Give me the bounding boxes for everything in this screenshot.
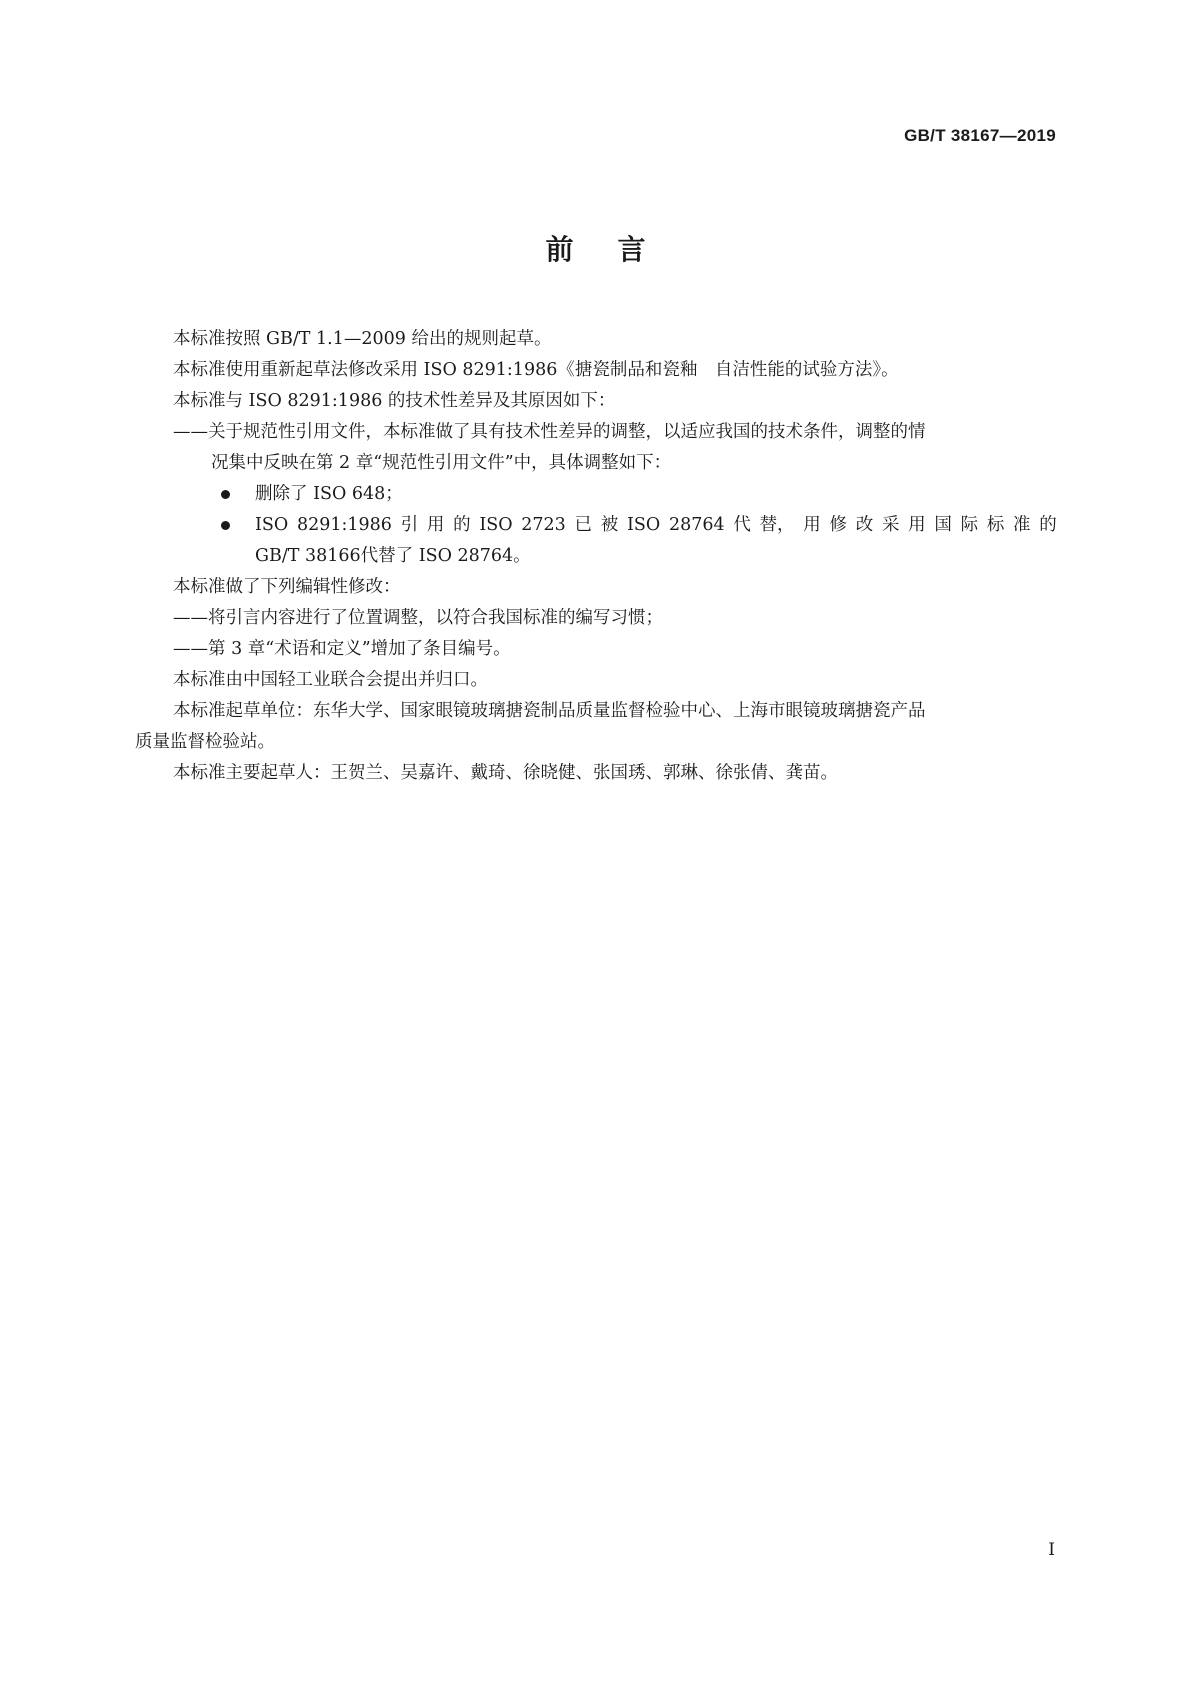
bullet-word: 引 <box>400 515 419 535</box>
bullet-icon <box>221 490 230 499</box>
bullet-word: 改 <box>855 515 874 535</box>
page-number: I <box>1048 1540 1055 1560</box>
bullet-word: 标 <box>986 515 1005 535</box>
foreword-body <box>135 324 1057 789</box>
bullet-word: 际 <box>960 515 979 535</box>
page-title: 前言 <box>545 233 690 266</box>
bullet-word: ISO <box>479 515 513 535</box>
bullet-word: 已 <box>574 515 593 535</box>
bullet-item-replace-iso28764 <box>135 510 1057 541</box>
bullet-word: 2723 <box>521 515 566 535</box>
paragraph-drafting-units-cont: 质量监督检验站。 <box>135 732 275 752</box>
bullet-text: 删除了 ISO 648； <box>255 484 403 504</box>
dash-item-term-numbering: ——第 3 章“术语和定义”增加了条目编号。 <box>173 639 511 659</box>
bullet-text-justified <box>255 510 1057 541</box>
dash-item-introduction-moved: ——将引言内容进行了位置调整，以符合我国标准的编写习惯； <box>173 608 663 628</box>
bullet-word: 用 <box>908 515 926 535</box>
bullet-word: 准 <box>1013 515 1031 535</box>
bullet-icon <box>221 521 230 530</box>
dash-item-normative-refs-cont: 况集中反映在第 2 章“规范性引用文件”中，具体调整如下： <box>211 453 672 473</box>
bullet-word: 替， <box>759 515 795 535</box>
paragraph-drafting-units: 本标准起草单位：东华大学、国家眼镜玻璃搪瓷制品质量监督检验中心、上海市眼镜玻璃搪瓷产品 <box>173 701 926 721</box>
paragraph-drafting-rules: 本标准按照 GB/T 1.1—2009 给出的规则起草。 <box>173 329 552 349</box>
bullet-word: 采 <box>881 515 900 535</box>
bullet-word: 用 <box>426 515 445 535</box>
paragraph-proposer: 本标准由中国轻工业联合会提出并归口。 <box>173 670 488 690</box>
dash-item-normative-refs: ——关于规范性引用文件，本标准做了具有技术性差异的调整，以适应我国的技术条件，调整的情 <box>173 422 926 442</box>
bullet-item-replace-iso28764-cont: GB/T 38166代替了 ISO 28764。 <box>255 546 531 566</box>
paragraph-editorial-intro: 本标准做了下列编辑性修改： <box>173 577 401 597</box>
bullet-word: 修 <box>829 515 847 535</box>
bullet-word: ISO <box>255 515 289 535</box>
bullet-word: 的 <box>453 515 471 535</box>
bullet-word: ISO <box>626 515 661 535</box>
paragraph-drafters: 本标准主要起草人：王贺兰、吴嘉许、戴琦、徐晓健、张国琇、郭琳、徐张倩、龚苗。 <box>173 763 838 783</box>
bullet-word: 代 <box>733 515 751 535</box>
paragraph-adoption: 本标准使用重新起草法修改采用 ISO 8291:1986《搪瓷制品和瓷釉 自洁性能的试验方法》。 <box>173 360 899 380</box>
bullet-item-delete-iso648 <box>135 479 1057 510</box>
bullet-word: 用 <box>803 515 821 535</box>
bullet-word: 8291:1986 <box>296 515 392 535</box>
bullet-word: 被 <box>600 515 619 535</box>
bullet-word: 的 <box>1039 515 1057 535</box>
paragraph-differences-intro: 本标准与 ISO 8291:1986 的技术性差异及其原因如下： <box>173 391 616 411</box>
standard-code: GB/T 38167—2019 <box>904 126 1056 145</box>
bullet-word: 国 <box>934 515 952 535</box>
bullet-word: 28764 <box>668 515 725 535</box>
